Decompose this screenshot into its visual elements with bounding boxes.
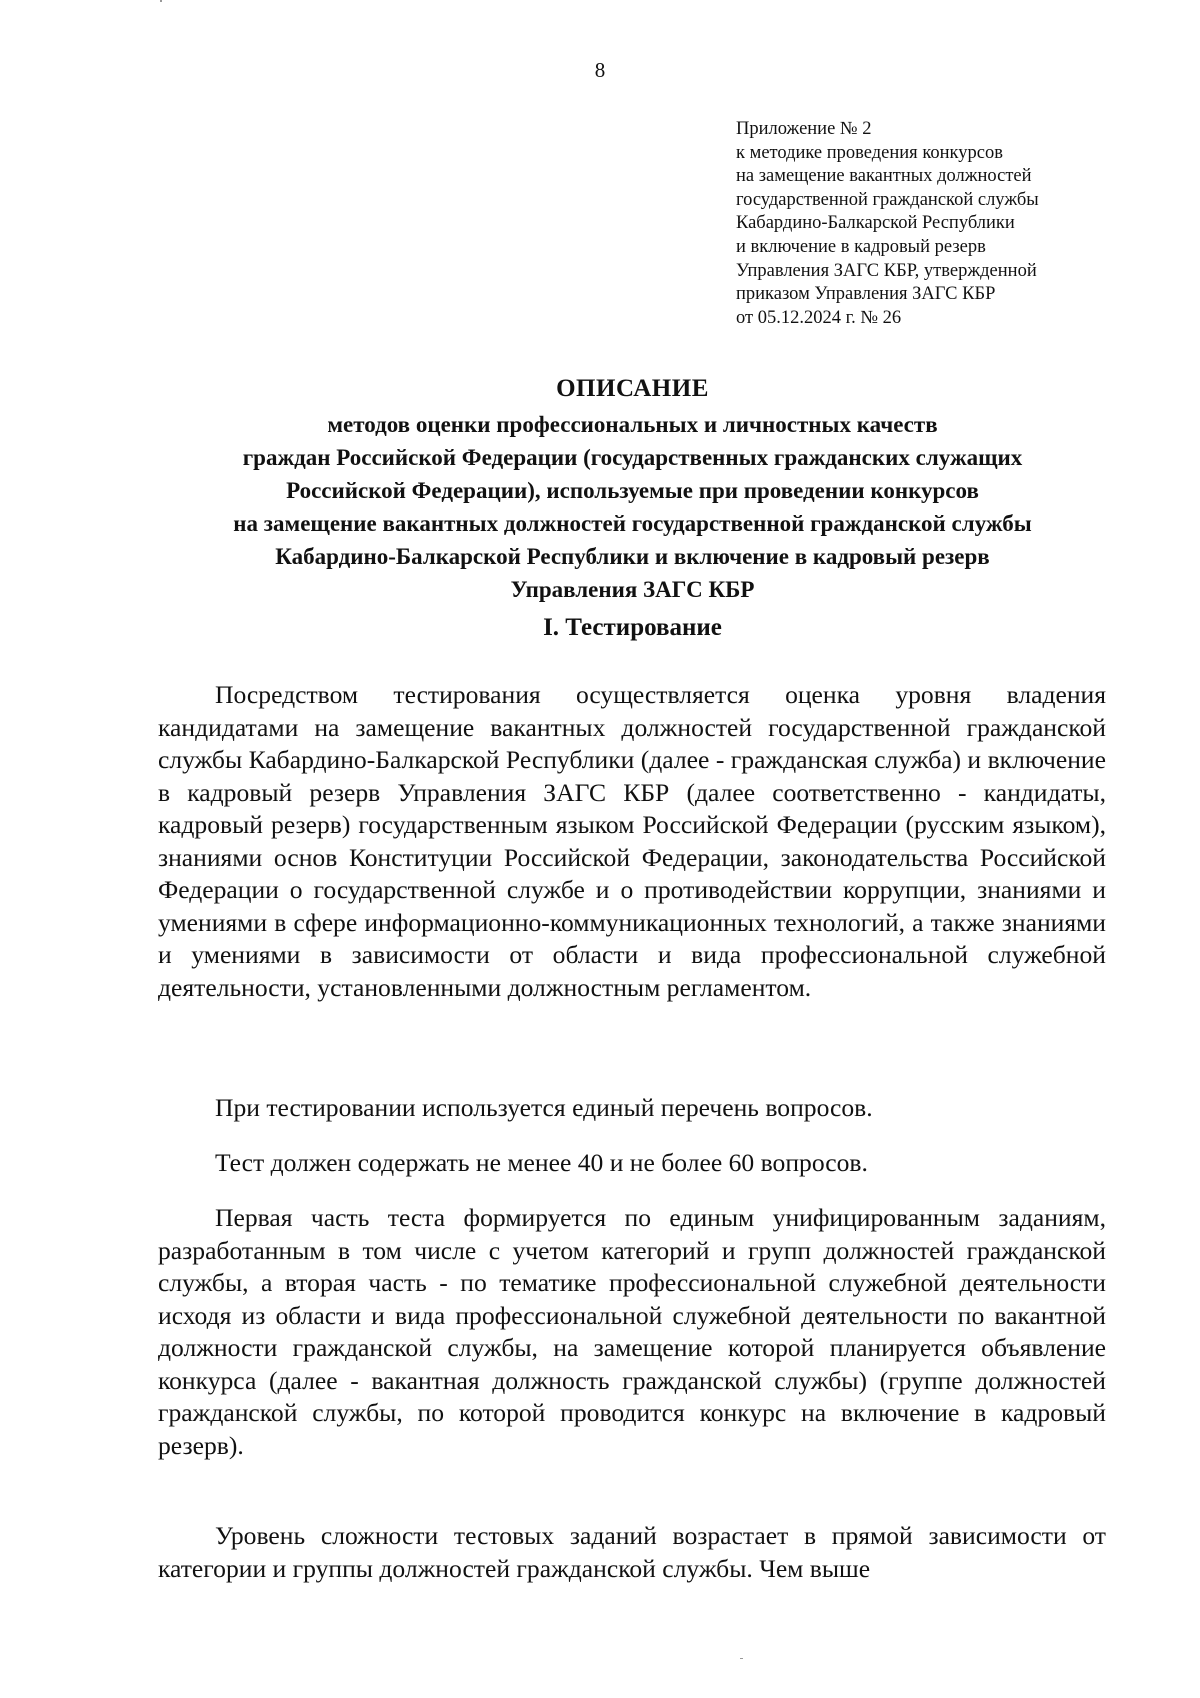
paragraph-4 — [158, 1202, 1106, 1462]
paragraph-2 — [158, 1092, 1106, 1125]
scan-speck — [740, 1658, 743, 1659]
document-title-block — [150, 372, 1115, 606]
paragraph-text: Посредством тестирования осуществляется оценка уровня владения кандидатами на замещение вакантных должностей государственной гражданской службы Кабардино-Балкарской Республики (далее - гражданская служба) и включение в кадровый резерв Управления ЗАГС КБР (далее соответственно - кандидаты, кадровый резерв) государственным языком Российской Федерации (русским языком), знаниями основ Конституции Российской Федерации, законодательства Российской Федерации о государственной службе и о противодействии коррупции, знаниями и умениями в сфере информационно-коммуникационных технологий, а также знаниями и умениями в зависимости от области и вида профессиональной служебной деятельности, установленными должностным регламентом. — [158, 680, 1106, 1002]
paragraph-3 — [158, 1147, 1106, 1180]
paragraph-1 — [158, 679, 1106, 1004]
page-number: 8 — [594, 58, 606, 82]
paragraph-5 — [158, 1520, 1106, 1585]
paragraph-text: При тестировании используется единый перечень вопросов. — [215, 1093, 873, 1122]
appendix-note: Приложение № 2 к методике проведения конкурсов на замещение вакантных должностей государственной гражданской службы Кабардино-Балкарской Республики и включение в кадровый резерв Управления ЗАГС КБР, утвержденной приказом Управления ЗАГС КБР от 05.12.2024 г. № 26 — [736, 119, 1039, 328]
paragraph-text: Первая часть теста формируется по единым унифицированным заданиям, разработанным в том числе с учетом категорий и групп должностей гражданской службы, а вторая часть - по тематике профессиональной служебной деятельности исходя из области и вида профессиональной служебной деятельности по вакантной должности гражданской службы, на замещение которой планируется объявление конкурса (далее - вакантная должность гражданской службы) (группе должностей гражданской службы, по которой проводится конкурс на включение в кадровый резерв). — [158, 1203, 1106, 1460]
paragraph-text: Уровень сложности тестовых заданий возрастает в прямой зависимости от категории и группы должностей гражданской службы. Чем выше — [158, 1521, 1106, 1583]
document-title: ОПИСАНИЕ — [556, 375, 709, 402]
document-subtitle: методов оценки профессиональных и личностных качеств граждан Российской Федерации (государственных гражданских служащих Российской Федерации), используемые при проведении конкурсов на замещение вакантных должностей государственной гражданской службы Кабардино-Балкарской Республики и включение в кадровый резерв Управления ЗАГС КБР — [233, 412, 1032, 602]
paragraph-text: Тест должен содержать не менее 40 и не более 60 вопросов. — [215, 1148, 868, 1177]
section-heading: I. Тестирование — [543, 614, 722, 641]
scan-speck — [160, 0, 162, 2]
